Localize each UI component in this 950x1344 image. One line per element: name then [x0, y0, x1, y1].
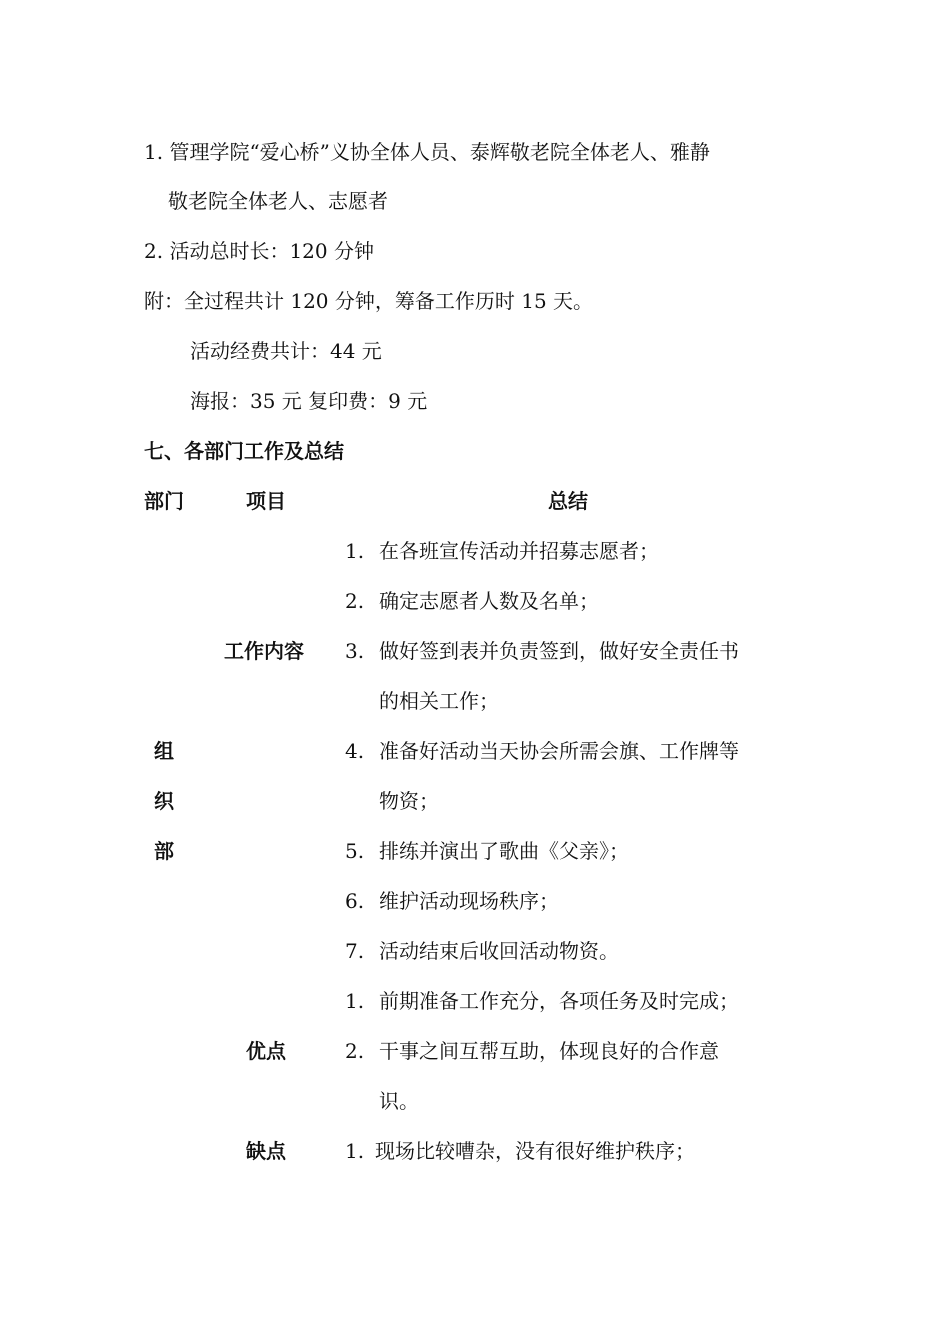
item-number: 5. [345, 839, 365, 863]
dept-char-1: 组 [154, 739, 174, 763]
work-item-7 [345, 937, 619, 965]
section-title: 七、各部门工作及总结 [144, 439, 344, 463]
item-text: 确定志愿者人数及名单； [379, 589, 599, 613]
pros-label: 优点 [246, 1039, 286, 1063]
cons-label: 缺点 [246, 1139, 286, 1163]
item-number: 1. [345, 989, 365, 1013]
budget-line: 活动经费共计：44 元 [190, 339, 382, 363]
work-content-label: 工作内容 [224, 639, 304, 663]
item-number: 3. [345, 639, 365, 663]
item-number: 2. [345, 589, 365, 613]
header-dept: 部门 [144, 489, 184, 513]
item-text: 排练并演出了歌曲《父亲》； [379, 839, 629, 863]
item-number: 1. [345, 539, 365, 563]
costs-line: 海报：35 元 复印费：9 元 [190, 389, 428, 413]
work-item-4 [345, 737, 739, 765]
item-text: 现场比较嘈杂，没有很好维护秩序； [375, 1139, 695, 1163]
item-text: 干事之间互帮互助，体现良好的合作意 [379, 1039, 719, 1063]
header-summary: 总结 [548, 489, 588, 513]
dept-char-2: 织 [154, 789, 174, 813]
item-text: 在各班宣传活动并招募志愿者； [379, 539, 659, 563]
pros-item-2-cont: 识。 [379, 1089, 419, 1113]
item-number: 1. [345, 1139, 365, 1163]
participants-line-1: 1. 管理学院“爱心桥”义协全体人员、泰辉敬老院全体老人、雅静 [144, 140, 710, 164]
work-item-3 [345, 637, 739, 665]
item-text: 做好签到表并负责签到，做好安全责任书 [379, 639, 739, 663]
item-number: 4. [345, 739, 365, 763]
item-text: 准备好活动当天协会所需会旗、工作牌等 [379, 739, 739, 763]
duration-line: 2. 活动总时长：120 分钟 [144, 239, 374, 263]
work-item-1 [345, 537, 659, 565]
item-text: 前期准备工作充分，各项任务及时完成； [379, 989, 739, 1013]
pros-item-2 [345, 1037, 719, 1065]
item-number: 7. [345, 939, 365, 963]
header-item: 项目 [246, 489, 286, 513]
work-item-5 [345, 837, 629, 865]
appendix-line: 附：全过程共计 120 分钟，筹备工作历时 15 天。 [144, 289, 594, 313]
work-item-6 [345, 887, 559, 915]
item-number: 2. [345, 1039, 365, 1063]
work-item-2 [345, 587, 599, 615]
item-text: 活动结束后收回活动物资。 [379, 939, 619, 963]
dept-char-3: 部 [154, 839, 174, 863]
item-text: 维护活动现场秩序； [379, 889, 559, 913]
work-item-3-cont: 的相关工作； [379, 689, 499, 713]
item-number: 6. [345, 889, 365, 913]
pros-item-1 [345, 987, 739, 1015]
cons-item-1 [345, 1137, 695, 1165]
work-item-4-cont: 物资； [379, 789, 439, 813]
participants-line-2: 敬老院全体老人、志愿者 [168, 189, 388, 213]
